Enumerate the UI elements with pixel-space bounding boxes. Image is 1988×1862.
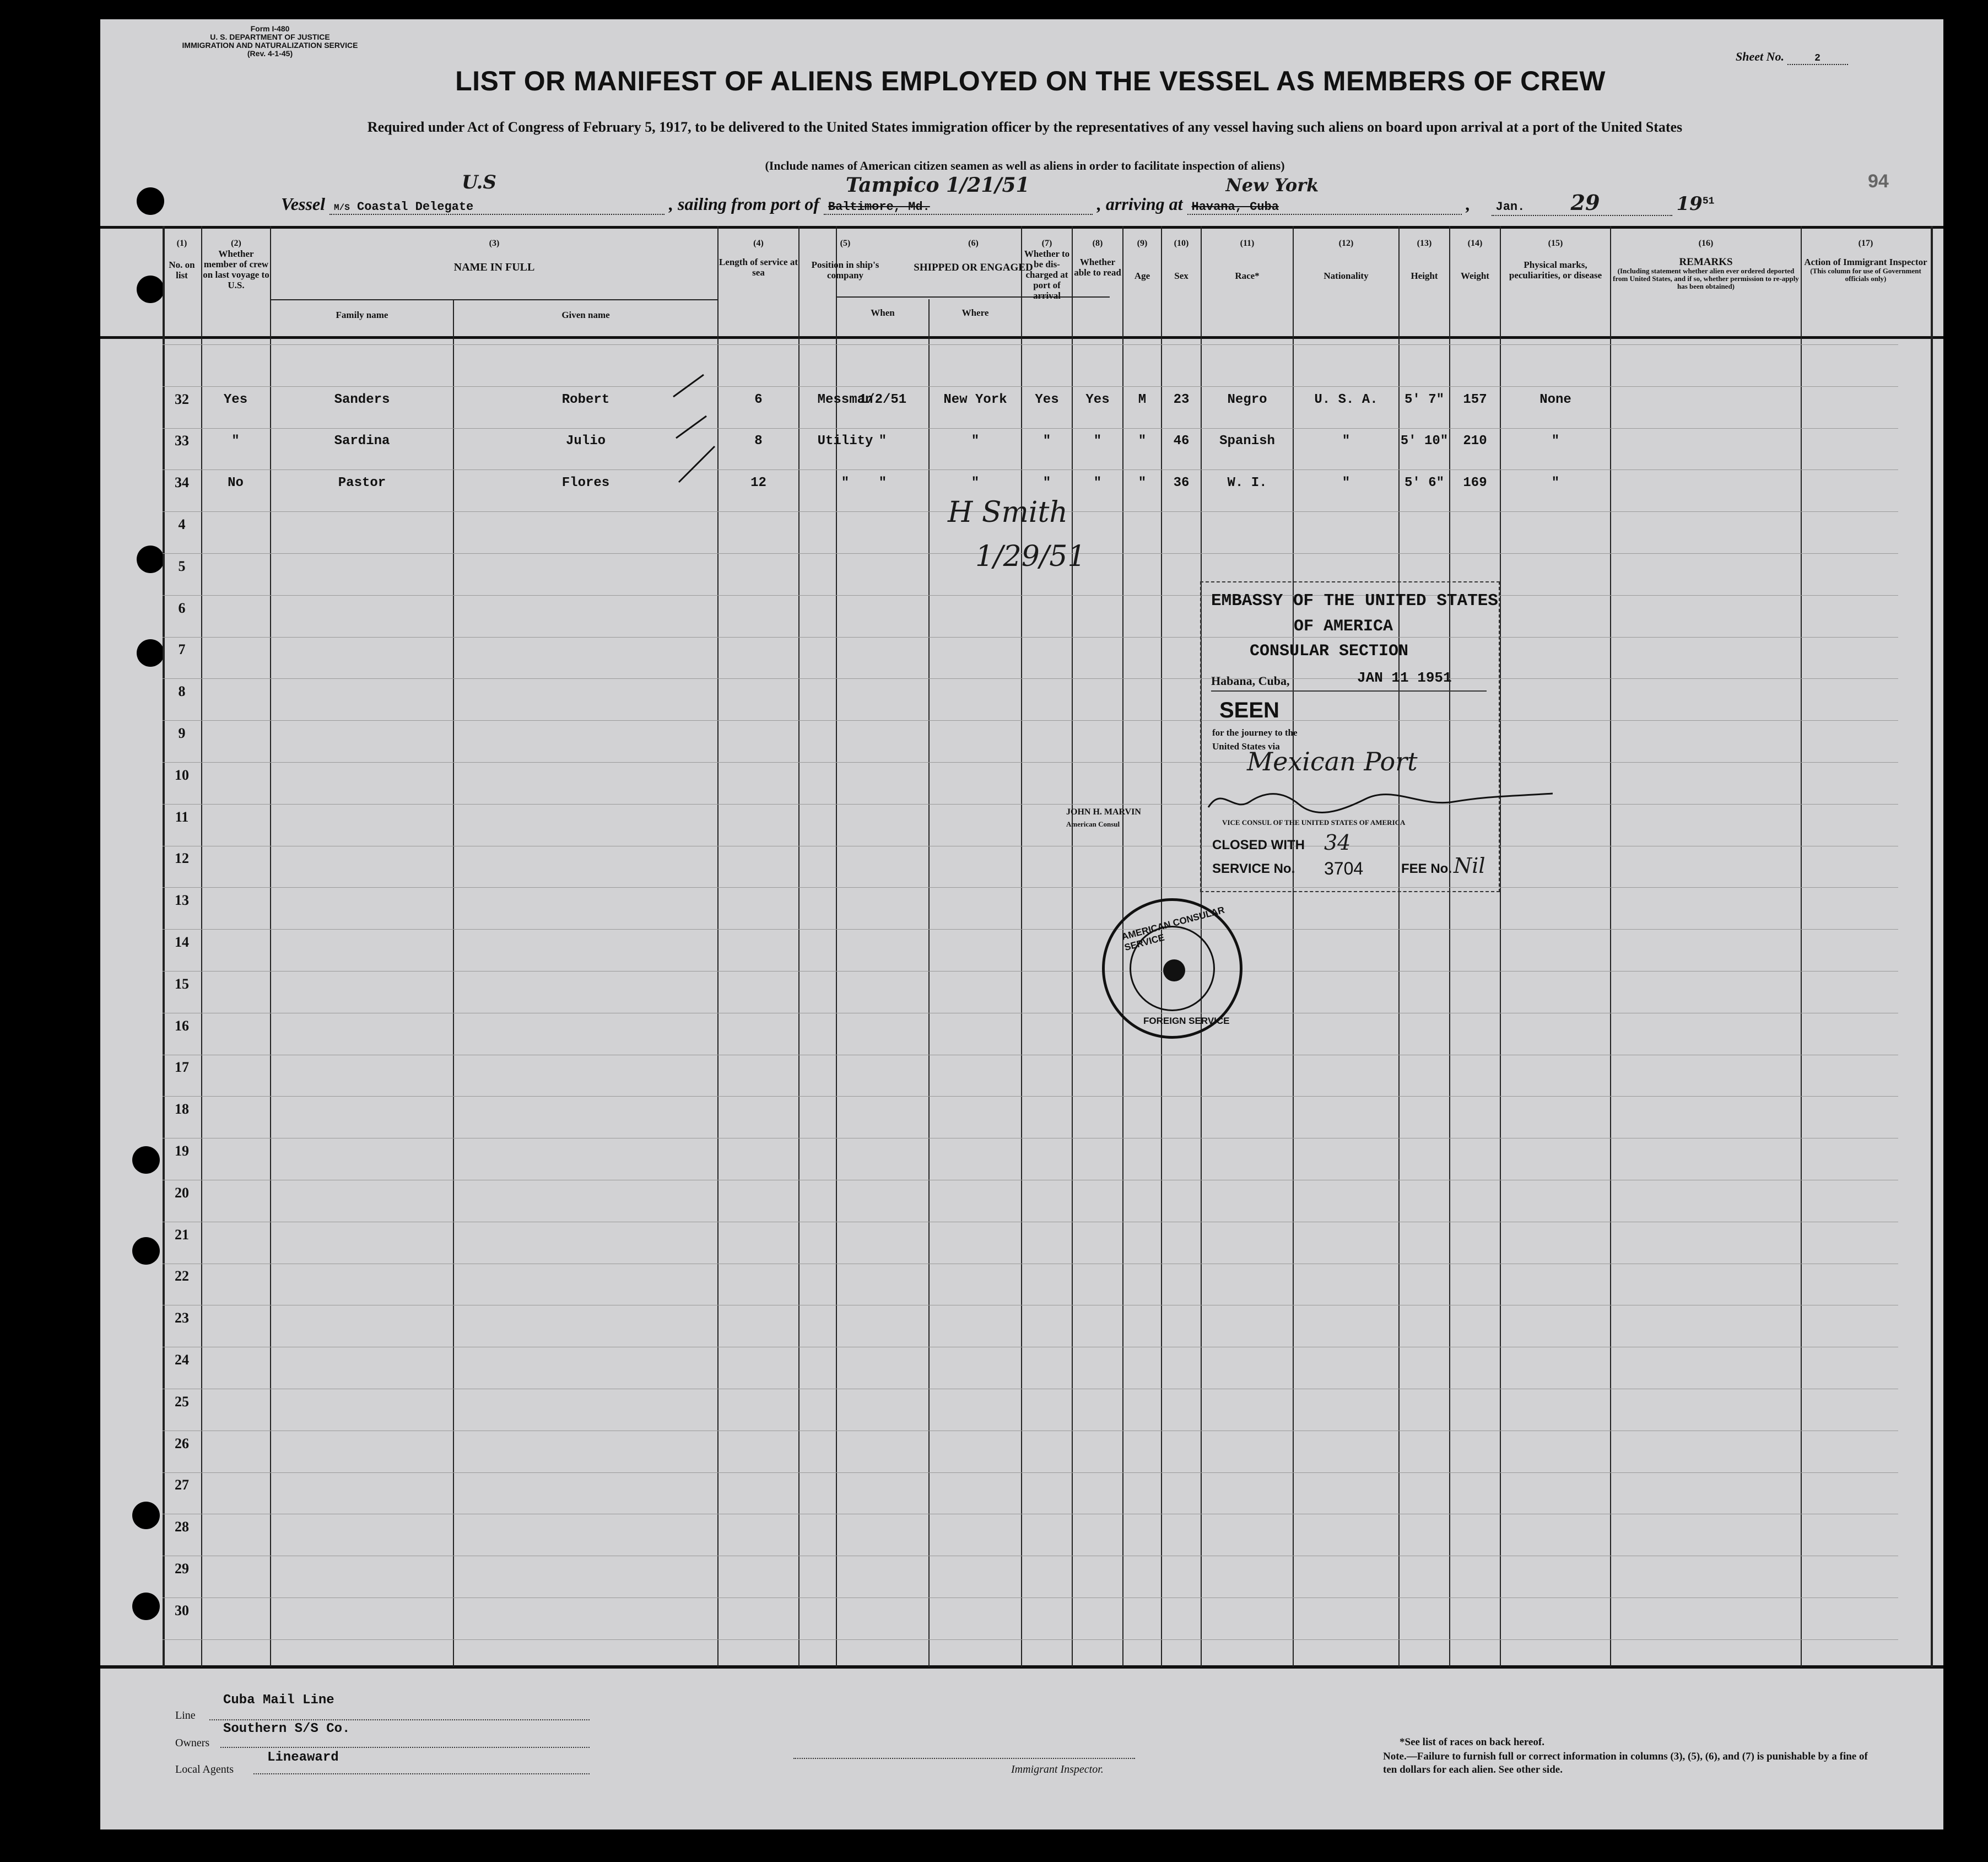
row-number: 26 xyxy=(175,1435,189,1451)
col-num: (5) xyxy=(840,239,851,248)
col-9-head xyxy=(1123,238,1161,281)
col-num: (13) xyxy=(1417,239,1432,248)
when-cell: 1/2/51 xyxy=(858,392,907,407)
last-voyage-cell: No xyxy=(228,476,244,490)
inspector-rule xyxy=(793,1758,1135,1759)
row-number: 24 xyxy=(175,1352,189,1368)
stamp-fee-label: FEE No. xyxy=(1401,861,1452,876)
col-num: (11) xyxy=(1240,239,1255,248)
stamp-date: JAN 11 1951 xyxy=(1357,670,1452,686)
col-num: (7) xyxy=(1041,239,1052,248)
agents-label: Local Agents xyxy=(175,1763,234,1775)
row-rule xyxy=(163,386,1898,387)
col-label: Nationality xyxy=(1323,271,1369,281)
weight-cell: 157 xyxy=(1463,392,1487,407)
crew-table xyxy=(100,226,1943,1670)
row-number: 21 xyxy=(175,1226,189,1243)
stamp-via-handwritten: Mexican Port xyxy=(1247,747,1418,776)
col-num: (4) xyxy=(753,239,764,248)
include-note: (Include names of American citizen seamen as well as aliens in order to facilitate inspection of aliens) xyxy=(765,159,1285,172)
row-number: 14 xyxy=(175,934,189,950)
col-num: (17) xyxy=(1858,239,1873,248)
col-num: (16) xyxy=(1698,239,1714,248)
col-label: Whether to be dis-charged at port of arrival xyxy=(1024,249,1070,301)
col-label: No. on list xyxy=(169,260,195,280)
col-7-head xyxy=(1022,238,1072,301)
col-num: (8) xyxy=(1092,239,1103,248)
agents-rule xyxy=(253,1773,590,1774)
row-no: 33 xyxy=(175,433,189,449)
sailing-struck: Baltimore, Md. xyxy=(828,200,930,214)
stamp-service-label: SERVICE No. xyxy=(1212,861,1295,876)
nationality-cell: U. S. A. xyxy=(1314,392,1378,407)
row-rule xyxy=(163,344,1898,345)
stamp-date-rule xyxy=(1211,690,1487,692)
given-name-cell: Flores xyxy=(561,476,610,490)
discharged-cell: Yes xyxy=(1035,392,1059,407)
col-num: (3) xyxy=(489,239,500,248)
col-8-head xyxy=(1073,238,1122,278)
read-cell: " xyxy=(1093,434,1102,449)
col-label: REMARKS xyxy=(1679,256,1733,268)
inspector-date: 1/29/51 xyxy=(975,540,1086,573)
date-year-suffix: 51 xyxy=(1702,196,1715,207)
row-number: 22 xyxy=(175,1268,189,1284)
line-rule xyxy=(209,1719,590,1720)
sheet-label: Sheet No. xyxy=(1736,50,1784,63)
col-num: (10) xyxy=(1174,239,1189,248)
col-label: Action of Immigrant Inspector xyxy=(1804,257,1927,267)
col-num: (15) xyxy=(1548,239,1563,248)
where-cell: " xyxy=(971,434,980,449)
row-number: 17 xyxy=(175,1059,189,1076)
row-number: 10 xyxy=(175,767,189,783)
requirement-text: Required under Act of Congress of February 5, 1917, to be delivered to the United States immigration officer by the representatives of any vessel having such aliens on board upon arrival at a port of the United States xyxy=(367,119,1683,135)
stamp-closed-value: 34 xyxy=(1324,830,1351,855)
discharged-cell: " xyxy=(1042,434,1051,449)
vessel-handwritten: U.S xyxy=(462,171,496,193)
read-cell: Yes xyxy=(1085,392,1110,407)
col-num: (12) xyxy=(1338,239,1354,248)
vessel-prefix: M/S xyxy=(334,203,350,213)
discharged-cell: " xyxy=(1042,476,1051,490)
col-num: (6) xyxy=(968,239,979,248)
agents-value: Lineaward xyxy=(267,1750,339,1765)
sailing-field xyxy=(824,174,1093,215)
weight-cell: 210 xyxy=(1463,434,1487,449)
col-17-head xyxy=(1802,238,1930,283)
family-name-cell: Sanders xyxy=(334,392,390,407)
given-name-head: Given name xyxy=(561,310,610,320)
col-num: (9) xyxy=(1137,239,1148,248)
arriving-label: , arriving at xyxy=(1096,194,1183,214)
race-cell: Spanish xyxy=(1219,434,1275,449)
col-label: Length of service at sea xyxy=(719,257,798,278)
date-year-prefix: 19 xyxy=(1676,193,1703,215)
marks-cell: None xyxy=(1539,392,1571,407)
row-number: 19 xyxy=(175,1143,189,1159)
where-head: Where xyxy=(961,307,989,318)
col-sub-note: (Including statement whether alien ever ordered deported from United States, and if so, whether permission to re-apply has been obtained) xyxy=(1613,267,1799,290)
stamp-place: Habana, Cuba, xyxy=(1211,674,1290,688)
vessel-field xyxy=(329,171,665,215)
row-number: 15 xyxy=(175,975,189,992)
col-4-head xyxy=(719,238,798,278)
nationality-cell: " xyxy=(1342,434,1350,449)
row-number: 18 xyxy=(175,1101,189,1118)
col-14-head xyxy=(1450,238,1500,281)
arriving-struck: Havana, Cuba xyxy=(1191,200,1279,214)
stamp-seen: SEEN xyxy=(1219,698,1279,722)
name-subrule xyxy=(271,299,717,300)
age-cell: 23 xyxy=(1173,392,1190,407)
owners-value: Southern S/S Co. xyxy=(223,1721,350,1736)
stamp-line3: CONSULAR SECTION xyxy=(1250,642,1409,661)
row-rule xyxy=(163,971,1898,972)
col-12-head xyxy=(1294,238,1398,281)
owners-rule xyxy=(220,1747,590,1748)
revision: (Rev. 4-1-45) xyxy=(247,49,293,58)
row-rule xyxy=(163,887,1898,888)
col-label: Race* xyxy=(1235,271,1260,281)
stamp-consul-caption: VICE CONSUL OF THE UNITED STATES OF AMERICA xyxy=(1222,818,1406,827)
race-cell: W. I. xyxy=(1227,476,1267,490)
col-label: NAME IN FULL xyxy=(453,261,535,273)
seal-bottom-text: FOREIGN SERVICE xyxy=(1143,1016,1230,1026)
seal-emblem xyxy=(1163,959,1185,981)
consular-stamp xyxy=(1200,581,1500,890)
row-rule xyxy=(163,762,1898,763)
row-number: 8 xyxy=(178,683,186,700)
stamp-closed-label: CLOSED WITH xyxy=(1212,838,1305,852)
row-number: 29 xyxy=(175,1561,189,1577)
vessel-label: Vessel xyxy=(281,194,325,214)
date-field xyxy=(1492,190,1672,216)
consul-signature xyxy=(1200,780,1553,824)
family-name-head: Family name xyxy=(336,310,388,320)
check-marks xyxy=(662,364,739,501)
given-name-cell: Robert xyxy=(561,392,610,407)
row-rule xyxy=(163,804,1898,805)
arriving-field xyxy=(1187,175,1462,215)
nationality-cell: " xyxy=(1342,476,1350,490)
row-number: 25 xyxy=(175,1393,189,1410)
height-cell: 5' 6" xyxy=(1404,476,1444,490)
row-number: 16 xyxy=(175,1017,189,1034)
family-name-cell: Sardina xyxy=(334,434,390,449)
row-rule xyxy=(163,469,1898,470)
col-10-head xyxy=(1162,238,1201,281)
stamp-number: 94 xyxy=(1868,171,1889,192)
age-mark-cell: M xyxy=(1138,392,1147,407)
row-no: 32 xyxy=(175,391,189,407)
service-cell: 8 xyxy=(754,434,763,449)
race-note: *See list of races on back hereof. xyxy=(1400,1736,1544,1748)
stamp-fee-value: Nil xyxy=(1454,854,1485,878)
col-label: Weight xyxy=(1461,271,1489,281)
owners-label: Owners xyxy=(175,1737,210,1749)
row-rule xyxy=(163,428,1898,429)
inspector-signature: H Smith xyxy=(948,496,1068,529)
sheet-number xyxy=(1736,50,1848,65)
row-rule xyxy=(163,1472,1898,1473)
where-cell: " xyxy=(971,476,980,490)
line-value: Cuba Mail Line xyxy=(223,1693,334,1708)
stamp-line1: EMBASSY OF THE UNITED STATES xyxy=(1211,591,1498,611)
row-number: 4 xyxy=(178,516,186,532)
when-cell: " xyxy=(878,476,887,490)
age-mark-cell: " xyxy=(1138,476,1147,490)
date-day: 29 xyxy=(1570,190,1600,215)
row-rule xyxy=(163,1639,1898,1640)
height-cell: 5' 7" xyxy=(1404,392,1444,407)
row-number: 12 xyxy=(175,850,189,867)
seal-top-text: AMERICAN CONSULAR SERVICE xyxy=(1120,904,1226,953)
col-num: (14) xyxy=(1467,239,1483,248)
row-rule xyxy=(163,720,1898,721)
service: IMMIGRATION AND NATURALIZATION SERVICE xyxy=(182,41,358,50)
arriving-handwritten: New York xyxy=(1225,175,1319,196)
row-number: 28 xyxy=(175,1519,189,1535)
col-label: Whether member of crew on last voyage to U.S. xyxy=(203,249,269,290)
row-no: 34 xyxy=(175,474,189,490)
stamp-service-value: 3704 xyxy=(1324,859,1364,878)
col-2-head xyxy=(202,238,270,290)
last-voyage-cell: Yes xyxy=(223,392,248,407)
where-cell: New York xyxy=(943,392,1007,407)
row-number: 7 xyxy=(178,641,186,658)
fine-note: Note.—Failure to furnish full or correct information in columns (3), (5), (6), and (7) is punishable by a fine of ten dollars for each alien. See other side. xyxy=(1383,1751,1868,1775)
form-identifier xyxy=(165,25,375,58)
punch-hole xyxy=(137,187,164,215)
col-sub-note: (This column for use of Government officials only) xyxy=(1810,267,1921,283)
stamp-line2: OF AMERICA xyxy=(1294,617,1393,636)
marks-cell: " xyxy=(1551,434,1560,449)
col-label: SHIPPED OR ENGAGED xyxy=(914,262,1033,273)
date-month: Jan. xyxy=(1495,200,1525,214)
consular-seal xyxy=(1102,898,1242,1039)
col-num: (1) xyxy=(176,239,187,248)
form-number: Form I-480 xyxy=(250,24,290,33)
row-rule xyxy=(163,929,1898,930)
column-rule xyxy=(1801,226,1802,1667)
row-number: 11 xyxy=(175,808,189,825)
sailing-handwritten: Tampico 1/21/51 xyxy=(845,174,1030,197)
row-rule xyxy=(163,678,1898,679)
family-name-cell: Pastor xyxy=(338,476,386,490)
stamp-journey-2: United States via xyxy=(1212,741,1280,752)
row-number: 6 xyxy=(178,600,186,616)
vessel-name: Coastal Delegate xyxy=(357,200,474,214)
when-head: When xyxy=(871,307,895,318)
line-label: Line xyxy=(175,1709,196,1721)
col-3-head xyxy=(271,238,717,273)
weight-cell: 169 xyxy=(1463,476,1487,490)
row-number: 30 xyxy=(175,1602,189,1618)
sailing-label: , sailing from port of xyxy=(669,194,819,214)
row-rule xyxy=(163,595,1898,596)
col-label: Age xyxy=(1134,271,1150,281)
col-label: Physical marks, peculiarities, or disease xyxy=(1509,260,1602,280)
vessel-line: Vessel U.S M/S Coastal Delegate , sailing from port of Tampico 1/21/51 Baltimore, Md. , arriving at New York Havana, Cuba , Jan. 29 $19^{51}$ xyxy=(281,171,1715,215)
col-num: (2) xyxy=(231,239,241,248)
col-13-head xyxy=(1400,238,1449,281)
col-label: Position in ship's company xyxy=(811,260,879,280)
row-rule xyxy=(163,637,1898,638)
row-number: 9 xyxy=(178,725,186,741)
service-cell: 12 xyxy=(750,476,766,490)
inspector-label: Immigrant Inspector. xyxy=(1011,1763,1104,1775)
row-rule xyxy=(163,1096,1898,1097)
department: U. S. DEPARTMENT OF JUSTICE xyxy=(210,33,330,41)
officer-title: American Consul xyxy=(1066,820,1120,828)
col-1-head xyxy=(163,238,201,280)
column-rule xyxy=(928,299,930,1667)
row-number: 20 xyxy=(175,1184,189,1201)
row-rule xyxy=(163,1597,1898,1598)
given-name-cell: Julio xyxy=(565,434,606,449)
row-number: 27 xyxy=(175,1477,189,1493)
seal-inner-ring xyxy=(1130,926,1215,1011)
column-rule xyxy=(1610,226,1611,1667)
col-15-head xyxy=(1501,238,1610,280)
race-cell: Negro xyxy=(1227,392,1267,407)
read-cell: " xyxy=(1093,476,1102,490)
position-cell: Utility xyxy=(817,434,873,449)
col-label: Height xyxy=(1411,271,1438,281)
col-11-head xyxy=(1202,238,1293,281)
age-cell: 46 xyxy=(1173,434,1190,449)
sheet-value: 2 xyxy=(1787,53,1848,65)
row-number: 13 xyxy=(175,892,189,909)
row-number: 5 xyxy=(178,558,186,574)
stamp-journey-1: for the journey to the xyxy=(1212,727,1298,738)
col-label: Whether able to read xyxy=(1074,257,1121,278)
height-cell: 5' 10" xyxy=(1400,434,1449,449)
col-16-head xyxy=(1611,238,1801,290)
age-mark-cell: " xyxy=(1138,434,1147,449)
column-rule xyxy=(453,299,454,1667)
age-cell: 36 xyxy=(1173,476,1190,490)
position-cell: Messman xyxy=(817,392,873,407)
col-label: Sex xyxy=(1174,271,1189,281)
officer-name: JOHN H. MARVIN xyxy=(1066,807,1141,817)
service-cell: 6 xyxy=(754,392,763,407)
position-cell: " xyxy=(841,476,850,490)
column-rule xyxy=(1931,226,1933,1667)
marks-cell: " xyxy=(1551,476,1560,490)
page-title: LIST OR MANIFEST OF ALIENS EMPLOYED ON THE VESSEL AS MEMBERS OF CREW xyxy=(455,66,1606,96)
last-voyage-cell: " xyxy=(231,434,240,449)
when-cell: " xyxy=(878,434,887,449)
row-number: 23 xyxy=(175,1310,189,1326)
